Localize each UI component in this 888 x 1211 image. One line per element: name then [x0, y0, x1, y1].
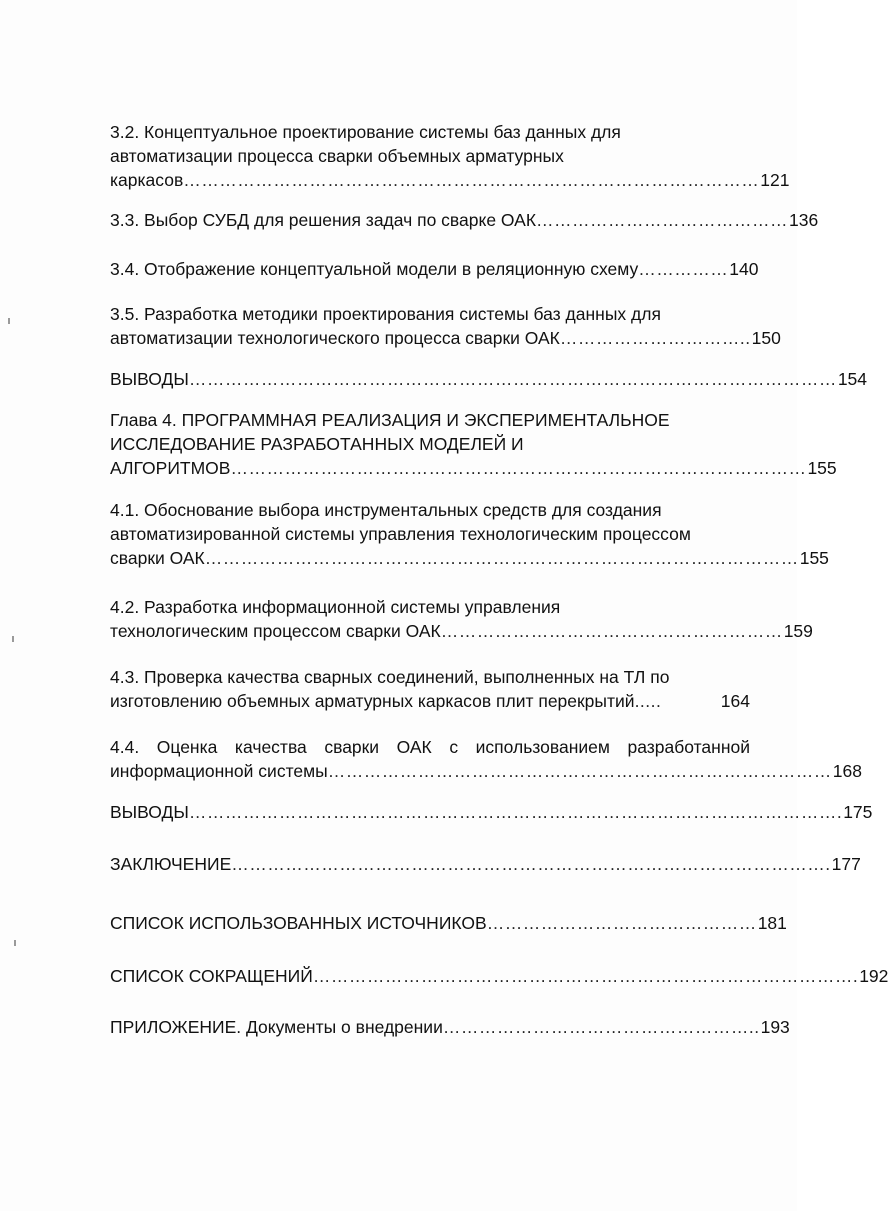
toc-entry-line: ИССЛЕДОВАНИЕ РАЗРАБОТАННЫХ МОДЕЛЕЙ И: [110, 434, 524, 454]
toc-entry-abbreviations[interactable]: [110, 964, 888, 988]
toc-entry-3-2[interactable]: [110, 120, 790, 192]
toc-entry-references[interactable]: [110, 911, 787, 935]
toc-entry-chapter-4[interactable]: [110, 408, 837, 480]
toc-entry-conclusions-4[interactable]: [110, 800, 873, 824]
scan-speck: [12, 636, 14, 642]
toc-entry-title: ВЫВОДЫ: [110, 802, 189, 822]
toc-entry-title: СПИСОК СОКРАЩЕНИЙ: [110, 966, 313, 986]
toc-entry-line: Глава 4. ПРОГРАММНАЯ РЕАЛИЗАЦИЯ И ЭКСПЕРИМЕНТАЛЬНОЕ: [110, 410, 670, 430]
toc-entry-leader-line: [110, 367, 868, 391]
toc-leader-dots: …………………………………………………: [440, 621, 783, 641]
toc-leader-dots: ………………………………………………………………………………………: [204, 548, 799, 568]
toc-page-number: 164: [720, 691, 750, 711]
toc-entry-3-5[interactable]: [110, 302, 781, 350]
toc-entry-leader-line: [110, 168, 790, 192]
toc-entry-4-4[interactable]: [110, 735, 862, 783]
toc-entry-line: автоматизированной системы управления технологическим процессом: [110, 524, 691, 544]
toc-entry-title: ПРИЛОЖЕНИЕ. Документы о внедрении: [110, 1017, 443, 1037]
toc-page-number: 177: [831, 854, 861, 874]
toc-entry-4-1[interactable]: [110, 498, 829, 570]
toc-entry-leader-line: [110, 911, 787, 935]
toc-entry-leader-line: [110, 257, 759, 281]
toc-page-number: 159: [783, 621, 813, 641]
toc-entry-title: каркасов: [110, 170, 184, 190]
toc-page-number: 154: [837, 369, 868, 389]
toc-entry-leader-line: [110, 964, 888, 988]
toc-page-number: 136: [789, 210, 819, 230]
scan-speck: [8, 318, 10, 324]
scan-speck: [14, 940, 16, 946]
toc-page-number: 192: [859, 966, 888, 986]
toc-leader-dots: ……………………………………………………………………………….: [312, 966, 859, 986]
toc-entry-line: автоматизации процесса сварки объемных арматурных: [110, 146, 564, 166]
toc-page-number: 168: [832, 761, 862, 781]
toc-leader-dots: ……………………………………: [536, 210, 789, 230]
toc-leader-dots: ………………………………………………………………………………………………: [188, 369, 837, 389]
toc-entry-leader-line: [110, 208, 819, 232]
toc-entry-title: технологическим процессом сварки ОАК: [110, 621, 441, 641]
toc-leader-dots: …………………………..: [559, 328, 751, 348]
toc-entry-leader-line: [110, 759, 862, 783]
toc-entry-title: 3.3. Выбор СУБД для решения задач по сварке ОАК: [110, 210, 537, 230]
toc-entry-title: сварки ОАК: [110, 548, 205, 568]
toc-entry-leader-line: [110, 689, 750, 713]
toc-entry-3-4[interactable]: [110, 257, 759, 281]
toc-entry-4-2[interactable]: [110, 595, 813, 643]
toc-entry-appendix[interactable]: [110, 1015, 790, 1039]
toc-entry-title: 3.4. Отображение концептуальной модели в реляционную схему: [110, 259, 639, 279]
toc-entry-leader-line: [110, 1015, 790, 1039]
toc-leader-dots: ……………………………………………………………………………………….: [231, 854, 831, 874]
toc-entry-title: информационной системы: [110, 761, 328, 781]
toc-page-number: 121: [760, 170, 790, 190]
toc-entry-leader-line: [110, 800, 873, 824]
toc-leader-dots: ……………………………………………………………………………………………….: [188, 802, 843, 822]
toc-entry-conclusions-3[interactable]: [110, 367, 868, 391]
toc-entry-title: ВЫВОДЫ: [110, 369, 189, 389]
toc-leader-dots: …………………………………………………………………………: [327, 761, 832, 781]
toc-entry-conclusion[interactable]: [110, 852, 861, 876]
toc-leader-dots: ……………………………………………………………………………………: [183, 170, 760, 190]
toc-page-number: 175: [843, 802, 873, 822]
toc-page-number: 155: [807, 458, 837, 478]
toc-entry-leader-line: [110, 326, 781, 350]
toc-entry-title: АЛГОРИТМОВ: [110, 458, 231, 478]
toc-entry-line: 4.3. Проверка качества сварных соединений, выполненных на ТЛ по: [110, 667, 670, 687]
toc-entry-title: ЗАКЛЮЧЕНИЕ: [110, 854, 232, 874]
toc-entry-leader-line: [110, 852, 861, 876]
toc-page-number: 140: [729, 259, 759, 279]
toc-leader-dots: ………………………………………: [486, 913, 757, 933]
toc-page-number: 150: [751, 328, 781, 348]
toc-entry-line: 3.2. Концептуальное проектирование системы баз данных для: [110, 122, 621, 142]
toc-entry-4-3[interactable]: [110, 665, 750, 713]
toc-entry-leader-line: [110, 546, 829, 570]
toc-entry-leader-line: [110, 619, 813, 643]
toc-leader-dots: ……………: [638, 259, 729, 279]
toc-entry-line: 4.2. Разработка информационной системы управления: [110, 597, 561, 617]
toc-entry-3-3[interactable]: [110, 208, 819, 232]
toc-entry-line: 4.1. Обоснование выбора инструментальных средств для создания: [110, 500, 662, 520]
toc-entry-title: автоматизации технологического процесса сварки ОАК: [110, 328, 560, 348]
toc-entry-title: изготовлению объемных арматурных каркасов плит перекрытий: [110, 691, 635, 711]
toc-entry-line: 3.5. Разработка методики проектирования системы баз данных для: [110, 304, 661, 324]
toc-page-number: 193: [760, 1017, 790, 1037]
toc-entry-line: 4.4. Оценка качества сварки ОАК с использованием разработанной: [110, 737, 750, 757]
toc-entry-leader-line: [110, 456, 837, 480]
toc-leader-dots: .....: [634, 691, 662, 711]
toc-page-number: 181: [757, 913, 787, 933]
toc-leader-dots: ……………………………………………..: [442, 1017, 760, 1037]
toc-entry-title: СПИСОК ИСПОЛЬЗОВАННЫХ ИСТОЧНИКОВ: [110, 913, 487, 933]
toc-leader-dots: ……………………………………………………………………………………: [230, 458, 807, 478]
toc-page-number: 155: [799, 548, 829, 568]
